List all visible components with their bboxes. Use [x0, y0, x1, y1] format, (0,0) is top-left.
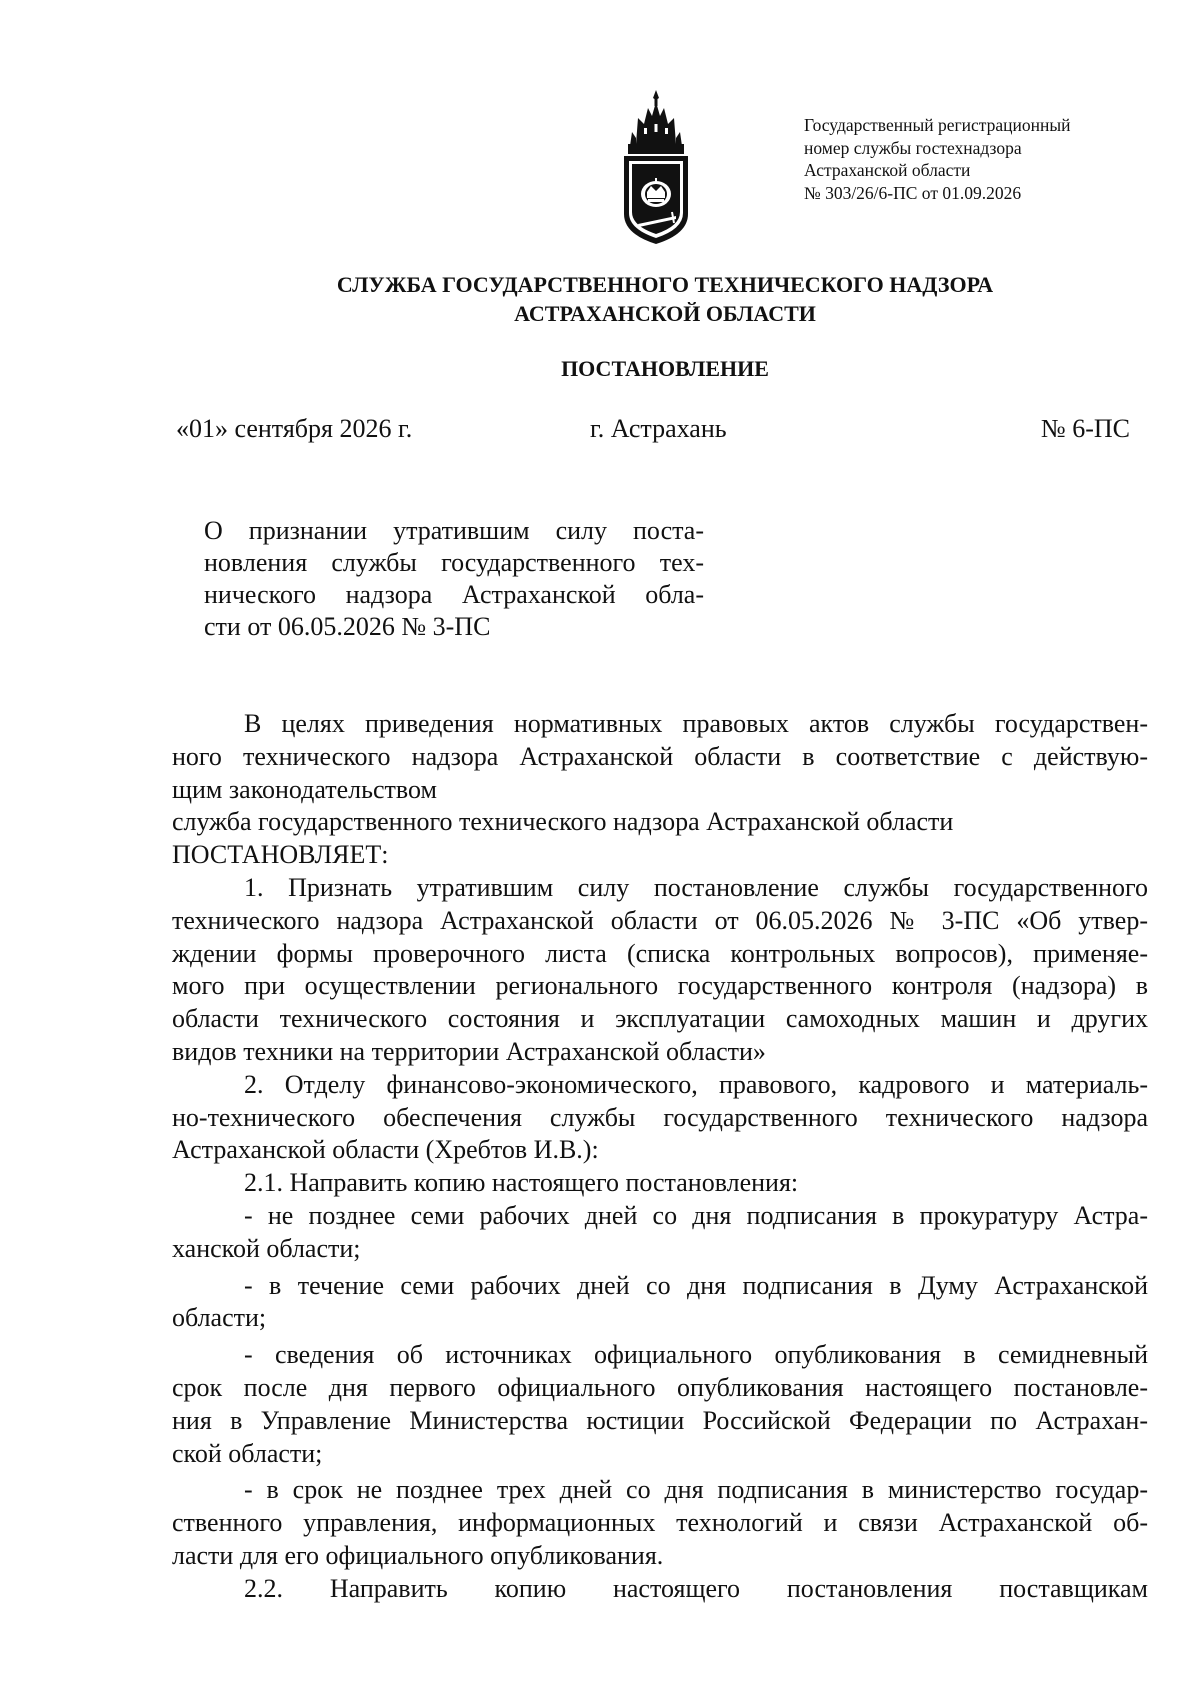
- document-meta: [0, 414, 1200, 450]
- body-line: 2.2. Направить копию настоящего постановления поставщикам: [244, 1573, 1148, 1603]
- registration-number-block: [804, 114, 1134, 204]
- body-line: 2.1. Направить копию настоящего постановления:: [244, 1168, 799, 1198]
- body-line: срок после дня первого официального опубликования настоящего постановле-: [172, 1372, 1148, 1402]
- organization-line: СЛУЖБА ГОСУДАРСТВЕННОГО ТЕХНИЧЕСКОГО НАДЗОРА: [336, 272, 994, 297]
- body-line: - сведения об источниках официального опубликования в семидневный: [244, 1340, 1148, 1370]
- body-line: служба государственного технического надзора Астраханской области: [172, 807, 954, 837]
- document-body: [172, 708, 1148, 1606]
- body-line: ханской области;: [172, 1233, 361, 1263]
- organization-name: [0, 270, 1200, 328]
- registration-line: Государственный регистрационный: [804, 115, 1071, 135]
- title-line: сти от 06.05.2026 № 3-ПС: [204, 612, 491, 641]
- title-line: новления службы государственного тех-: [204, 548, 704, 577]
- document-number: № 6-ПС: [1040, 414, 1130, 443]
- body-line: но-технического обеспечения службы государственного технического надзора: [172, 1102, 1148, 1132]
- title-line: нического надзора Астраханской обла-: [204, 580, 704, 609]
- registration-line: Астраханской области: [804, 160, 971, 180]
- body-line: 2. Отделу финансово-экономического, правового, кадрового и материаль-: [244, 1069, 1148, 1099]
- body-line: - в срок не позднее трех дней со дня подписания в министерство государ-: [244, 1475, 1148, 1505]
- body-line: - в течение семи рабочих дней со дня подписания в Думу Астраханской: [244, 1270, 1148, 1300]
- document-title: [204, 515, 704, 643]
- body-line: щим законодательством: [172, 774, 437, 804]
- body-line: ласти для его официального опубликования.: [172, 1540, 664, 1570]
- body-line: мого при осуществлении регионального государственного контроля (надзора) в: [172, 971, 1148, 1001]
- organization-line: АСТРАХАНСКОЙ ОБЛАСТИ: [514, 301, 816, 326]
- body-line: видов техники на территории Астраханской области»: [172, 1036, 766, 1066]
- body-line: технического надзора Астраханской области от 06.05.2026 № 3-ПС «Об утвер-: [172, 905, 1148, 935]
- body-line: области технического состояния и эксплуатации самоходных машин и других: [172, 1004, 1148, 1034]
- body-line: Астраханской области (Хребтов И.В.):: [172, 1135, 599, 1165]
- document-type: ПОСТАНОВЛЕНИЕ: [561, 356, 769, 381]
- body-line: - не позднее семи рабочих дней со дня подписания в прокуратуру Астра-: [244, 1200, 1148, 1230]
- document-city: г. Астрахань: [590, 414, 727, 443]
- registration-line: № 303/26/6-ПС от 01.09.2026: [804, 182, 1022, 203]
- body-line: ПОСТАНОВЛЯЕТ:: [172, 840, 389, 870]
- body-line: В целях приведения нормативных правовых актов службы государствен-: [244, 709, 1148, 738]
- title-line: О признании утратившим силу поста-: [204, 516, 704, 545]
- coat-of-arms-emblem: [618, 88, 694, 246]
- body-line: ния в Управление Министерства юстиции Российской Федерации по Астрахан-: [172, 1405, 1148, 1435]
- body-line: 1. Признать утратившим силу постановление службы государственного: [244, 872, 1148, 902]
- registration-line: номер службы гостехнадзора: [804, 137, 1022, 158]
- body-line: ждении формы проверочного листа (списка контрольных вопросов), применяе-: [172, 938, 1148, 968]
- body-line: ственного управления, информационных технологий и связи Астраханской об-: [172, 1508, 1148, 1538]
- body-line: области;: [172, 1303, 267, 1333]
- document-date: «01» сентября 2026 г.: [176, 414, 413, 443]
- body-line: ного технического надзора Астраханской области в соответствие с действую-: [172, 741, 1148, 771]
- body-line: ской области;: [172, 1438, 323, 1468]
